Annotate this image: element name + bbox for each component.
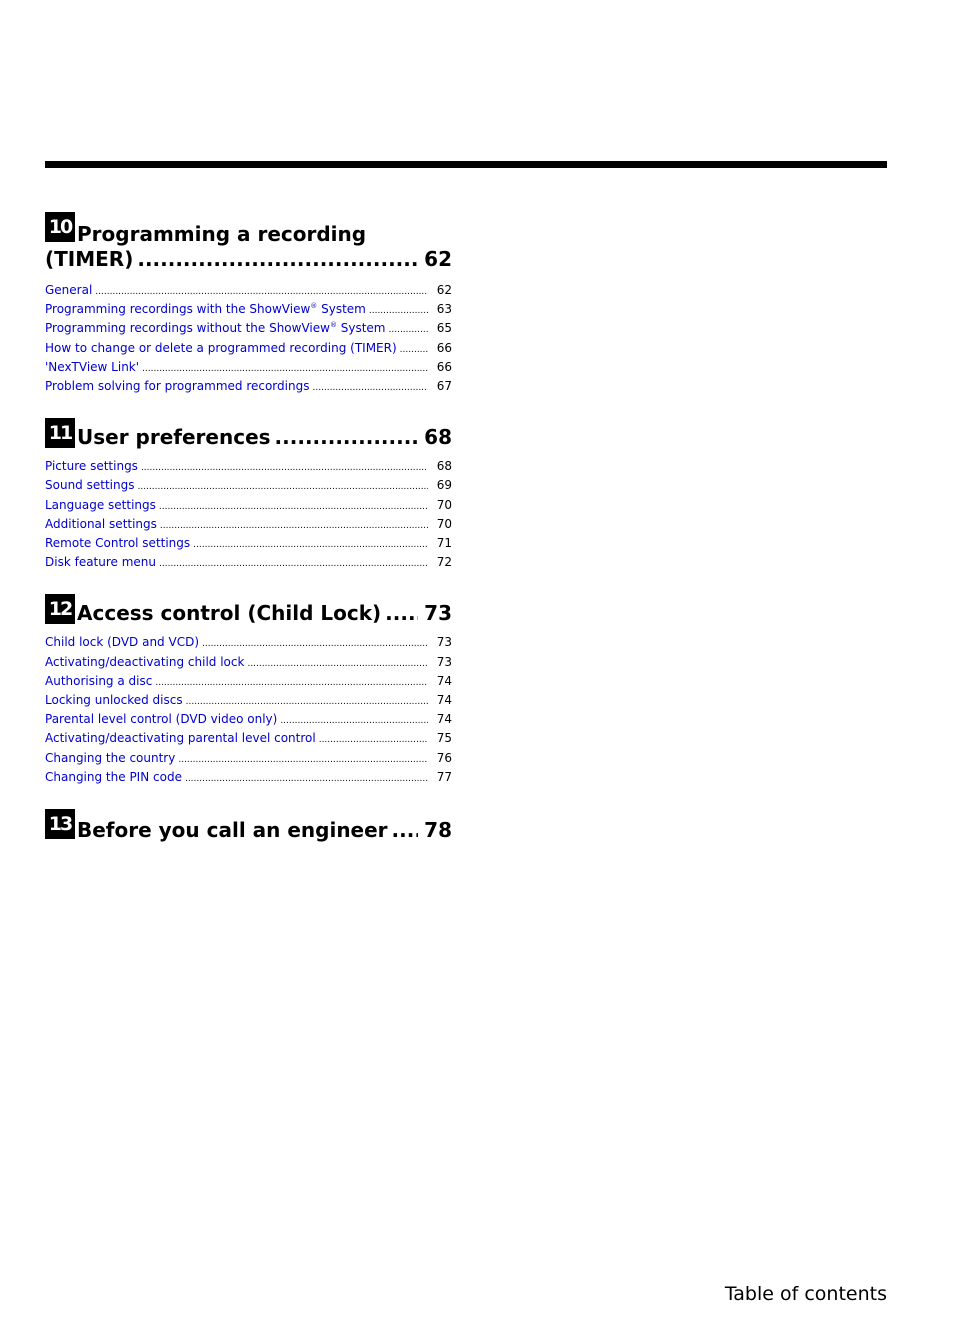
leader-dots xyxy=(137,479,428,496)
toc-entry[interactable] xyxy=(45,750,452,769)
toc-entry[interactable] xyxy=(45,692,452,711)
entry-page: 74 xyxy=(436,673,452,688)
chapter-title: Programming a recording xyxy=(77,222,367,246)
entry-page: 73 xyxy=(436,654,452,669)
entry-link[interactable]: Locking unlocked discs xyxy=(45,693,183,708)
entry-list xyxy=(45,458,452,573)
toc-entry[interactable] xyxy=(45,769,452,788)
leader-dots xyxy=(137,247,418,272)
leader-dots xyxy=(193,537,428,554)
entry-page: 69 xyxy=(436,478,452,493)
chapter-title: Access control (Child Lock) xyxy=(77,601,382,626)
leader-dots xyxy=(392,818,418,843)
leader-dots xyxy=(95,284,428,301)
entry-page: 68 xyxy=(436,459,452,474)
toc-entry[interactable] xyxy=(45,535,452,554)
section-13 xyxy=(45,809,452,843)
leader-dots xyxy=(160,518,428,535)
leader-dots xyxy=(312,380,428,397)
entry-list xyxy=(45,282,452,397)
entry-link[interactable]: Parental level control (DVD video only) xyxy=(45,712,278,727)
section-11 xyxy=(45,418,452,573)
entry-page: 65 xyxy=(436,321,452,336)
entry-link[interactable]: Authorising a disc xyxy=(45,673,153,688)
leader-dots xyxy=(400,342,428,359)
leader-dots xyxy=(155,675,428,692)
entry-page: 74 xyxy=(436,693,452,708)
chapter-heading xyxy=(45,809,452,843)
toc-entry[interactable] xyxy=(45,634,452,653)
toc-entry[interactable] xyxy=(45,458,452,477)
section-10 xyxy=(45,212,452,397)
entry-page: 62 xyxy=(436,283,452,297)
entry-link[interactable]: Problem solving for programmed recordings xyxy=(45,379,310,394)
toc-entry[interactable] xyxy=(45,730,452,749)
entry-link[interactable]: Disk feature menu xyxy=(45,555,157,570)
entry-link[interactable]: Remote Control settings xyxy=(45,536,191,551)
entry-link[interactable]: Changing the country xyxy=(45,750,176,765)
entry-link[interactable]: Language settings xyxy=(45,497,156,512)
toc-entry[interactable] xyxy=(45,340,452,359)
leader-dots xyxy=(369,303,428,320)
entry-page: 67 xyxy=(436,379,452,394)
toc-entry[interactable] xyxy=(45,554,452,573)
table-of-contents xyxy=(45,212,452,843)
leader-dots xyxy=(275,425,418,450)
entry-page: 77 xyxy=(436,769,452,784)
chapter-page: 73 xyxy=(424,601,452,626)
chapter-number-badge: 12 xyxy=(45,594,75,624)
entry-link[interactable]: Activating/deactivating parental level control xyxy=(45,731,316,746)
entry-page: 74 xyxy=(436,712,452,727)
chapter-title: Before you call an engineer xyxy=(77,818,388,843)
leader-dots xyxy=(247,656,428,673)
chapter-page: 78 xyxy=(424,818,452,843)
entry-list xyxy=(45,634,452,788)
entry-page: 75 xyxy=(436,731,452,746)
leader-dots xyxy=(186,694,428,711)
entry-page: 70 xyxy=(436,516,452,531)
entry-page: 66 xyxy=(436,340,452,355)
leader-dots xyxy=(185,771,428,788)
chapter-title-cont: (TIMER) xyxy=(45,247,134,271)
entry-page: 76 xyxy=(436,750,452,765)
entry-link[interactable]: Child lock (DVD and VCD) xyxy=(45,635,199,650)
entry-page: 72 xyxy=(436,555,452,570)
entry-link[interactable]: Additional settings xyxy=(45,516,157,531)
leader-dots xyxy=(159,556,428,573)
toc-entry[interactable] xyxy=(45,673,452,692)
chapter-heading xyxy=(45,594,452,626)
entry-page: 63 xyxy=(436,302,452,317)
entry-link[interactable]: Programming recordings with the ShowView® System xyxy=(45,302,366,317)
toc-entry[interactable] xyxy=(45,711,452,730)
toc-entry[interactable] xyxy=(45,378,452,397)
chapter-page: 68 xyxy=(424,425,452,450)
page-footer-label: Table of contents xyxy=(724,1283,887,1305)
section-12 xyxy=(45,594,452,788)
leader-dots xyxy=(178,752,428,769)
chapter-number-badge: 10 xyxy=(45,212,75,242)
entry-page: 71 xyxy=(436,536,452,551)
entry-page: 73 xyxy=(436,635,452,650)
toc-entry[interactable] xyxy=(45,516,452,535)
entry-page: 70 xyxy=(436,497,452,512)
entry-link[interactable]: Sound settings xyxy=(45,478,135,493)
entry-link[interactable]: Activating/deactivating child lock xyxy=(45,654,245,669)
toc-entry[interactable] xyxy=(45,301,452,320)
toc-entry[interactable] xyxy=(45,282,452,301)
toc-entry[interactable] xyxy=(45,477,452,496)
chapter-number-badge: 11 xyxy=(45,418,75,448)
entry-link[interactable]: Changing the PIN code xyxy=(45,769,182,784)
toc-entry[interactable] xyxy=(45,654,452,673)
leader-dots xyxy=(385,601,418,626)
entry-link[interactable]: General xyxy=(45,283,93,297)
toc-entry[interactable] xyxy=(45,497,452,516)
chapter-heading xyxy=(45,212,452,272)
leader-dots xyxy=(280,713,428,730)
toc-entry[interactable] xyxy=(45,359,452,378)
chapter-heading xyxy=(45,418,452,450)
leader-dots xyxy=(159,499,428,516)
entry-link[interactable]: Programming recordings without the ShowView® System xyxy=(45,321,386,336)
leader-dots xyxy=(389,322,429,339)
entry-page: 66 xyxy=(436,359,452,374)
top-rule xyxy=(45,161,887,168)
leader-dots xyxy=(142,361,428,378)
leader-dots xyxy=(319,732,428,749)
chapter-title: User preferences xyxy=(77,425,271,450)
chapter-page: 62 xyxy=(424,247,452,271)
leader-dots xyxy=(141,460,428,477)
leader-dots xyxy=(202,636,428,653)
entry-link[interactable]: Picture settings xyxy=(45,459,138,474)
toc-entry[interactable] xyxy=(45,320,452,339)
chapter-number-badge: 13 xyxy=(45,809,75,839)
entry-link[interactable]: How to change or delete a programmed recording (TIMER) xyxy=(45,340,397,355)
entry-link[interactable]: 'NexTView Link' xyxy=(45,359,140,374)
